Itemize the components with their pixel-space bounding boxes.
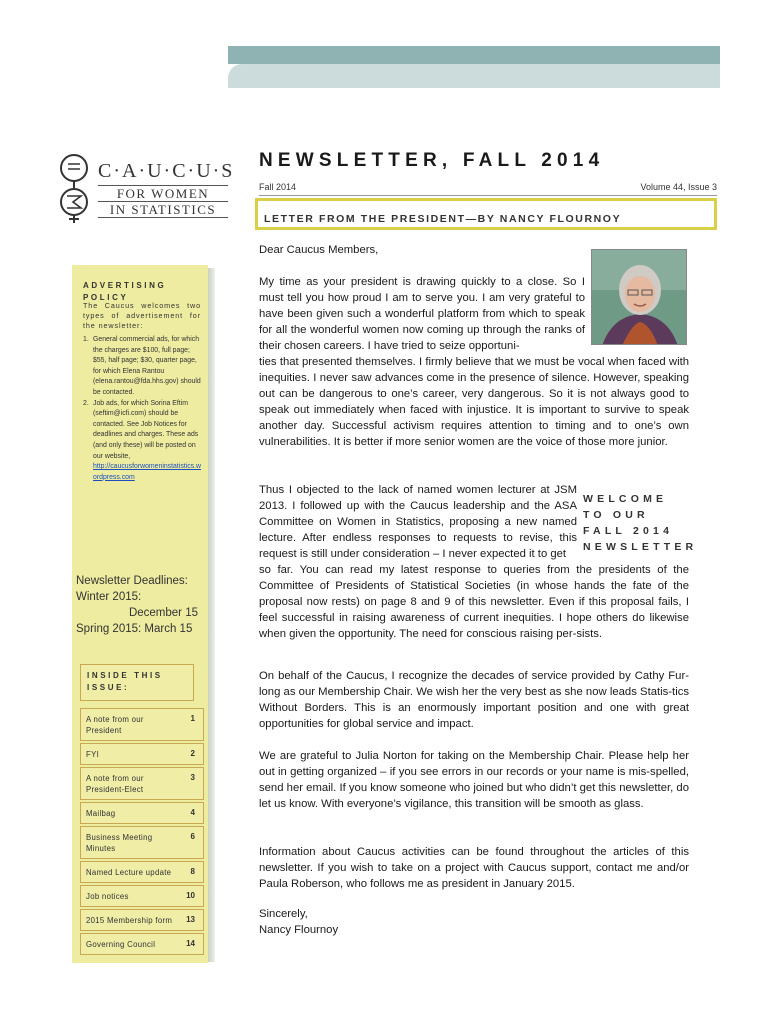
advertising-item-jobs: 2. Job ads, for which Sorina Eftim (seftim@icfi.com) should be contacted. See Job Notices for deadlines and charges. These ads (and only these) will be posted on our website, http://caucusforwomeninstatistics.wordpress.com xyxy=(83,399,201,484)
closing: Sincerely, xyxy=(259,908,308,920)
newsletter-deadlines: Newsletter Deadlines: Winter 2015: December 15 Spring 2015: March 15 xyxy=(76,575,198,635)
signature: Nancy Flournoy xyxy=(259,924,339,936)
paragraph-2-lead: Thus I objected to the lack of named women lecturer at JSM 2013. I followed up with the Caucus leadership and the ASA Committee on Women in Statistics, proposing a new named lecture. After endless responses to requests to revise, this request is still under consideration – I never expected it to get xyxy=(259,484,577,560)
logo-line-for-women: FOR WOMEN xyxy=(98,185,228,201)
toc-item[interactable]: 2015 Membership form 13 xyxy=(80,909,204,931)
sidebar-shadow xyxy=(208,268,215,962)
toc-item[interactable]: FYI 2 xyxy=(80,743,204,765)
paragraph-3: On behalf of the Caucus, I recognize the decades of service provided by Cathy Fur-long as our Membership Chair. We wish her the very best as she now leads Statis-tics Without Borders. This is an enormously important position and one with great opportunities for global service and impact. xyxy=(259,670,689,730)
newsletter-title: NEWSLETTER, FALL 2014 xyxy=(259,150,605,171)
advertising-policy-heading: ADVERTISING POLICY xyxy=(83,281,167,302)
logo-line-statistics: IN STATISTICS xyxy=(98,201,228,218)
header-band-bottom xyxy=(228,64,720,88)
toc-item[interactable]: Business Meeting Minutes 6 xyxy=(80,826,204,859)
issue-volume: Volume 44, Issue 3 xyxy=(640,182,717,192)
advertising-list xyxy=(83,335,201,483)
toc-item[interactable]: Named Lecture update 8 xyxy=(80,861,204,883)
article-heading: LETTER FROM THE PRESIDENT—BY NANCY FLOURNOY xyxy=(264,213,622,225)
issue-info xyxy=(259,182,717,196)
paragraph-5: Information about Caucus activities can be found throughout the articles of this newsletter. If you wish to take on a project with Caucus support, contact me and/or Paula Roberson, who follows me as president in January 2015. xyxy=(259,846,689,890)
author-photo xyxy=(591,249,687,345)
toc-item[interactable]: A note from our President 1 xyxy=(80,708,204,741)
salutation: Dear Caucus Members, xyxy=(259,244,379,256)
toc-item[interactable]: Job notices 10 xyxy=(80,885,204,907)
toc-item[interactable]: A note from our President-Elect 3 xyxy=(80,767,204,800)
logo-wordmark: C·A·U·C·U·S xyxy=(98,160,235,182)
female-symbol-icon xyxy=(52,152,98,224)
welcome-callout: WELCOME TO OUR FALL 2014 NEWSLETTER xyxy=(583,493,698,553)
advertising-intro: The Caucus welcomes two types of advertisement for the newsletter: xyxy=(83,301,201,330)
toc-item[interactable]: Mailbag 4 xyxy=(80,802,204,824)
website-link[interactable]: http://caucusforwomeninstatistics.wordpress.com xyxy=(93,463,201,481)
paragraph-1-rest: ties that presented themselves. I firmly believe that we must be vocal when faced with inequities. I never saw advances come in the presence of silence. However, speaking out can be dangerous to one’s career, very dangerous. So it is not always good to speak out immediately when faced with injustice. It is important to survive to speak another day. Successful activism requires attention to timing and to one’s own vulnerabilities. It is better if more senior women are the voice of those more junior. xyxy=(259,356,689,448)
toc-item[interactable]: Governing Council 14 xyxy=(80,933,204,955)
issue-season: Fall 2014 xyxy=(259,182,297,192)
paragraph-1-lead: My time as your president is drawing quickly to a close. So I must tell you how proud I am to serve you. I am very grateful to have been given such a wonderful platform from which to speak for all the wonderful women now coming up through the ranks of their chosen careers. I have tried to seize opportuni- xyxy=(259,276,585,352)
paragraph-2-rest: so far. You can read my latest response to queries from the presidents of the Committee of Presidents of Statistical Societies (in whose hands the fate of the proposal now rests) on page 8 and 9 of this newsletter. Even if this proposal fails, I feel successful in raising awareness of current inequities. I hope others do likewise when given the opportunity. The need for conscious raising per-sists. xyxy=(259,564,689,640)
table-of-contents xyxy=(80,708,204,957)
inside-this-issue-heading: INSIDE THIS ISSUE: xyxy=(80,664,194,701)
article-heading-box xyxy=(255,198,717,230)
header-band-top xyxy=(228,46,720,64)
caucus-logo xyxy=(52,152,235,224)
advertising-item-commercial: 1. General commercial ads, for which the charges are $100, full page; $55, half page; $30, quarter page, for which Elena Rantou (elena.rantou@fda.hhs.gov) should be contacted. xyxy=(83,336,201,396)
paragraph-4: We are grateful to Julia Norton for taking on the Membership Chair. Please help her out in getting organized – if you see errors in our records or your name is mis-spelled, send her email. If you know someone who joined but who didn’t get this newsletter, do let us know. With everyone’s vigilance, this transition will be smooth as glass. xyxy=(259,750,689,810)
